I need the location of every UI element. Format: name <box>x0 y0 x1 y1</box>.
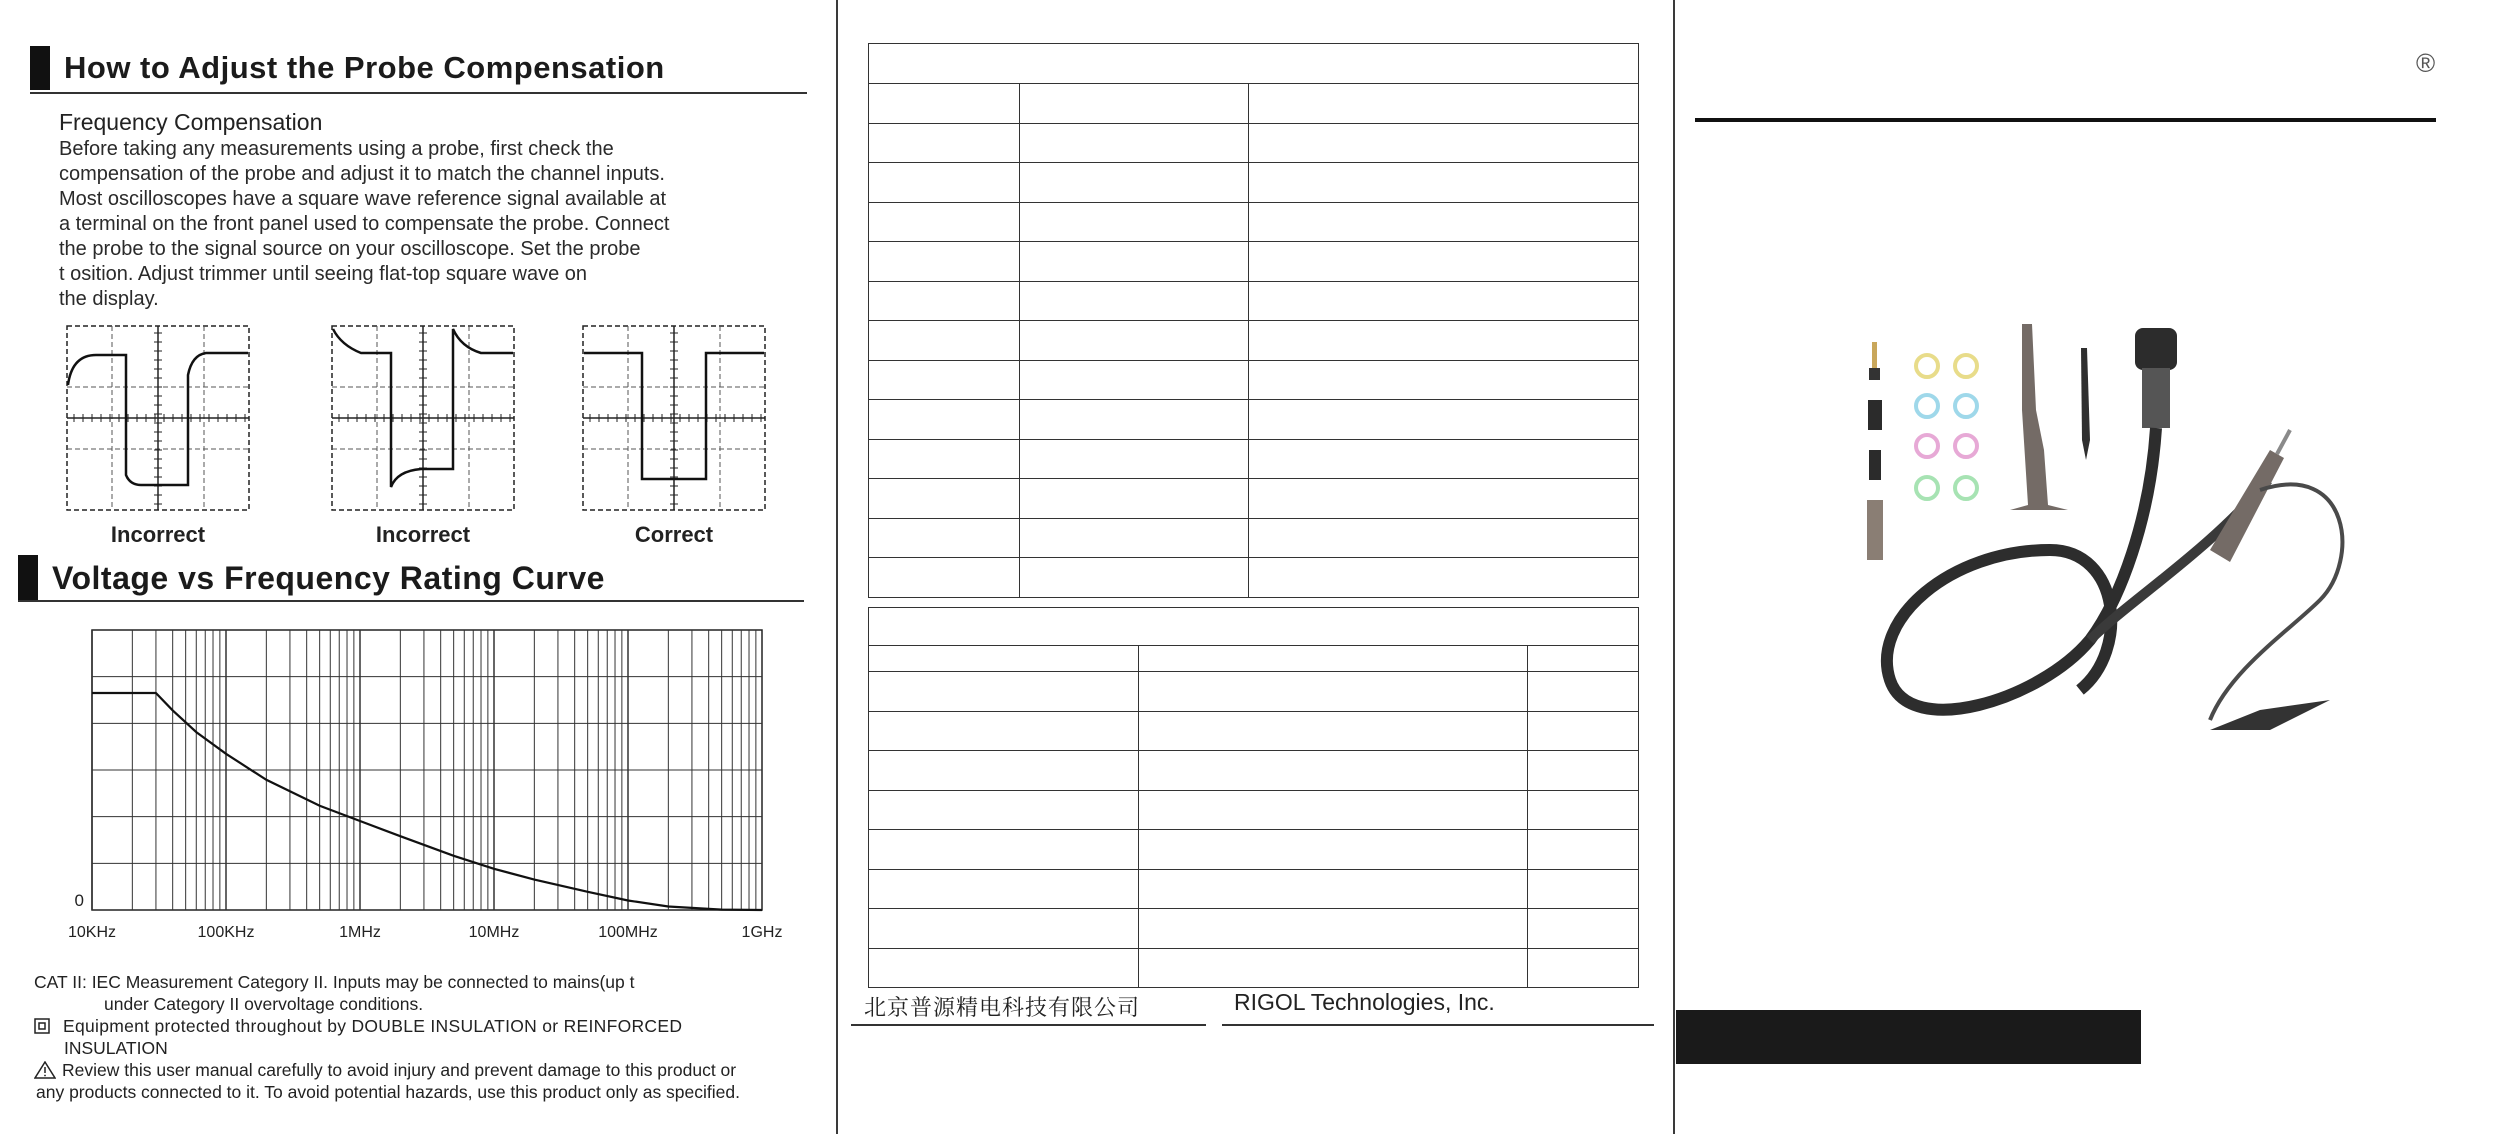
title-rule <box>1695 118 2436 122</box>
table-cell <box>869 948 1139 988</box>
table-cell <box>1249 439 1639 479</box>
table-cell <box>869 751 1139 791</box>
table-cell <box>1249 242 1639 282</box>
table-cell <box>1020 242 1249 282</box>
table-cell <box>1139 869 1528 909</box>
table-cell <box>1020 202 1249 242</box>
table-cell <box>869 790 1139 830</box>
table-cell <box>869 479 1020 519</box>
hook-tip-icon <box>2010 324 2068 510</box>
waveform-flat-top <box>582 325 766 511</box>
x-tick-label: 100MHz <box>598 924 658 941</box>
table-cell <box>1528 948 1639 988</box>
table-cell <box>869 558 1020 598</box>
table-cell <box>1139 711 1528 751</box>
table-cell <box>1020 518 1249 558</box>
table-cell <box>869 711 1139 751</box>
warning-triangle-icon <box>34 1061 56 1079</box>
column-divider-right <box>1673 0 1675 1134</box>
warning-note <box>34 1059 794 1103</box>
table-cell <box>869 672 1139 712</box>
rating-curve-heading <box>18 555 605 601</box>
table-cell <box>1020 321 1249 361</box>
rating-curve-title: Voltage vs Frequency Rating Curve <box>52 559 605 596</box>
cat-ii-line2: under Category II overvoltage conditions. <box>104 994 424 1014</box>
x-tick-label: 1GHz <box>741 924 783 941</box>
table-cell <box>1249 163 1639 203</box>
table-cell <box>869 123 1020 163</box>
frequency-compensation-subheading: Frequency Compensation <box>59 109 323 135</box>
color-rings-icon <box>1916 355 1977 499</box>
paragraph-line: Most oscilloscopes have a square wave reference signal available at <box>59 188 667 210</box>
table-cell <box>1249 123 1639 163</box>
table-cell <box>869 646 1139 672</box>
table-cell <box>869 439 1020 479</box>
paragraph-line: Before taking any measurements using a probe, first check the <box>59 138 614 160</box>
table-cell <box>1020 163 1249 203</box>
probe-compensation-title: How to Adjust the Probe Compensation <box>64 50 665 85</box>
company-name-english: RIGOL Technologies, Inc. <box>1234 989 1495 1015</box>
table-cell <box>1528 751 1639 791</box>
table-cell <box>1139 830 1528 870</box>
table-cell <box>1249 360 1639 400</box>
table-cell <box>1139 672 1528 712</box>
table-cell <box>869 909 1139 949</box>
column-divider-left <box>836 0 838 1134</box>
table-cell <box>1139 909 1528 949</box>
table-cell <box>1528 909 1639 949</box>
insulation-note <box>34 1015 794 1059</box>
chart-tick-labels <box>68 891 782 941</box>
chart-grid <box>92 630 762 910</box>
table-cell <box>869 202 1020 242</box>
table-cell <box>1139 646 1528 672</box>
warning-line1: Review this user manual carefully to avoid injury and prevent damage to this product or <box>62 1060 737 1080</box>
table-cell <box>1528 646 1639 672</box>
table-cell <box>869 518 1020 558</box>
insulation-line1-row <box>34 1015 794 1037</box>
probe-tips-icon <box>1867 342 1883 560</box>
paragraph-line: the probe to the signal source on your oscilloscope. Set the probe <box>59 238 641 260</box>
probe-accessory-kit <box>1790 300 2360 770</box>
table-header-cell <box>869 608 1639 646</box>
table-cell <box>869 360 1020 400</box>
ground-spring-icon <box>2081 348 2090 460</box>
table-cell <box>869 84 1020 124</box>
paragraph-line: a terminal on the front panel used to compensate the probe. Connect <box>59 213 670 235</box>
table-cell <box>1528 672 1639 712</box>
table-cell <box>1249 84 1639 124</box>
table-cell <box>869 163 1020 203</box>
paragraph-line: t osition. Adjust trimmer until seeing flat-top square wave on <box>59 263 588 285</box>
waveform-label: Correct <box>634 522 714 547</box>
table-header-cell <box>869 44 1639 84</box>
table-cell <box>1249 400 1639 440</box>
waveform-over-compensated <box>66 325 250 511</box>
table-cell <box>1020 558 1249 598</box>
table-cell <box>1249 518 1639 558</box>
table-cell <box>1528 711 1639 751</box>
table-cell <box>1249 479 1639 519</box>
spec-table-lower <box>868 607 1639 988</box>
heading-bar <box>30 46 50 90</box>
table-cell <box>1139 790 1528 830</box>
insulation-line1: Equipment protected throughout by DOUBLE INSULATION or REINFORCED <box>63 1016 683 1036</box>
table-cell <box>1020 439 1249 479</box>
x-tick-label: 100KHz <box>197 924 255 941</box>
probe-compensation-heading <box>30 46 665 90</box>
table-cell <box>1020 84 1249 124</box>
insulation-line2: INSULATION <box>64 1038 168 1058</box>
warning-line2: any products connected to it. To avoid potential hazards, use this product only as specified. <box>36 1082 740 1102</box>
table-cell <box>1020 360 1249 400</box>
x-tick-label: 1MHz <box>339 924 381 941</box>
spec-table-upper <box>868 43 1639 598</box>
table-cell <box>1528 869 1639 909</box>
paragraph-line: compensation of the probe and adjust it to match the channel inputs. <box>59 163 665 185</box>
footer-black-bar <box>1676 1010 2141 1064</box>
company-name-chinese: 北京普源精电科技有限公司 <box>864 995 1141 1020</box>
table-cell <box>1139 948 1528 988</box>
table-cell <box>869 830 1139 870</box>
table-cell <box>1249 321 1639 361</box>
table-cell <box>1528 830 1639 870</box>
table-cell <box>1139 751 1528 791</box>
waveform-label: Incorrect <box>375 522 471 547</box>
heading-rule <box>18 600 804 602</box>
table-cell <box>1528 790 1639 830</box>
table-cell <box>869 242 1020 282</box>
table-cell <box>869 400 1020 440</box>
waveform-under-compensated <box>331 325 515 511</box>
table-cell <box>1020 123 1249 163</box>
table-cell <box>1020 400 1249 440</box>
table-cell <box>869 281 1020 321</box>
probe-cable-icon <box>1887 328 2342 730</box>
table-cell <box>1020 281 1249 321</box>
heading-bar <box>18 555 38 601</box>
company-rule-left <box>851 1024 1206 1026</box>
y-tick-label: 0 <box>74 891 84 910</box>
cat-ii-note <box>34 971 814 1015</box>
double-square-icon <box>34 1018 50 1034</box>
x-tick-label: 10KHz <box>67 924 117 941</box>
paragraph-line: the display. <box>59 288 159 310</box>
table-cell <box>1249 202 1639 242</box>
waveform-label: Incorrect <box>110 522 206 547</box>
rating-curve-chart <box>30 620 790 965</box>
cat-ii-line1: CAT II: IEC Measurement Category II. Inputs may be connected to mains(up t <box>34 972 635 992</box>
table-cell <box>1249 281 1639 321</box>
registered-mark: ® <box>2416 48 2436 78</box>
heading-rule <box>30 92 807 94</box>
compensation-paragraph <box>59 137 766 312</box>
x-tick-label: 10MHz <box>468 924 520 941</box>
rating-curve-line <box>92 693 762 910</box>
company-rule-right <box>1222 1024 1654 1026</box>
table-cell <box>1249 558 1639 598</box>
table-cell <box>1020 479 1249 519</box>
warning-line1-row <box>34 1059 794 1081</box>
table-cell <box>869 321 1020 361</box>
table-cell <box>869 869 1139 909</box>
